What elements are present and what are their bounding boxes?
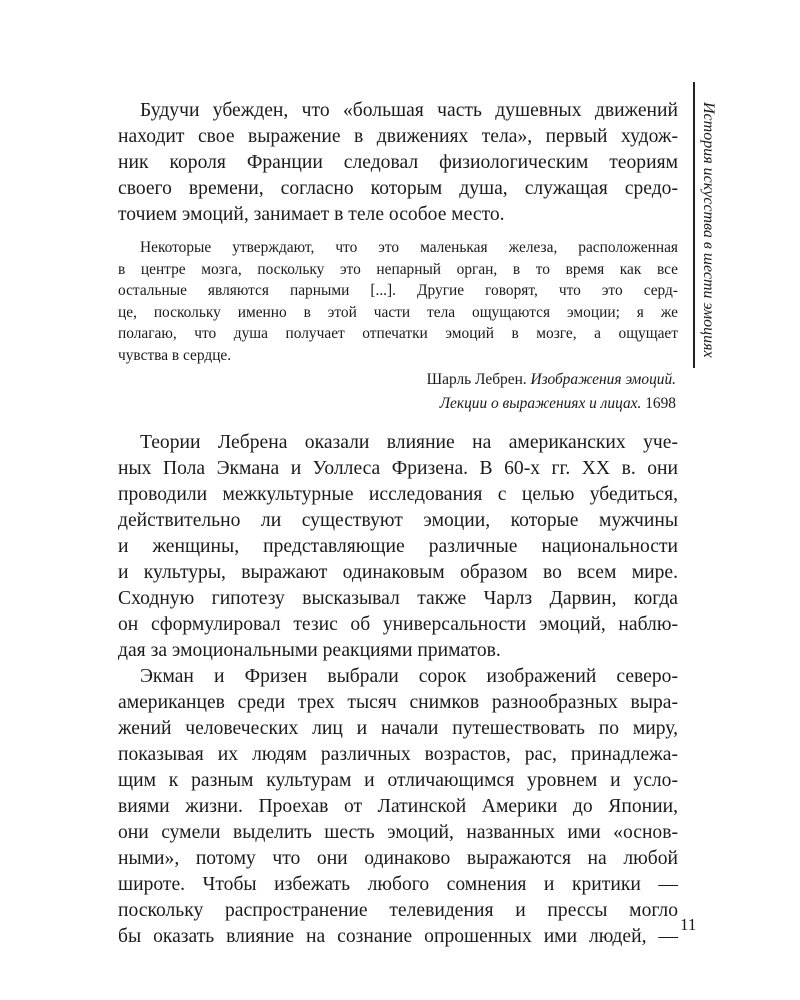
attribution-line-1 (118, 368, 676, 392)
quote-line: в центре мозга, поскольку это непарный орган, в то время как все (118, 260, 678, 278)
paragraph-line: и культуры, выражают одинаковым образом во всем мире. (118, 562, 678, 583)
block-quote (118, 237, 678, 366)
paragraph-line: виями жизни. Проехав от Латинской Америки до Японии, (118, 796, 678, 817)
paragraph-line: Будучи убежден, что «большая часть душевных движений (140, 100, 678, 121)
paragraph-line: щим к разным культурам и отличающимся уровнем и усло- (118, 770, 678, 791)
attribution-year: 1698 (645, 395, 676, 412)
quote-line: це, поскольку именно в этой части тела ощущаются эмоции; я же (118, 303, 678, 321)
paragraph-line: он сформулировал тезис об универсальности эмоций, наблю- (118, 614, 678, 635)
attribution-author: Шарль Лебрен. (426, 371, 527, 388)
quote-line: Некоторые утверждают, что это маленькая железа, расположенная (140, 239, 678, 256)
paragraph-line: своего времени, согласно которым душа, служащая средо- (118, 178, 678, 199)
paragraph-line: Экман и Фризен выбрали сорок изображений северо- (140, 666, 678, 687)
quote-line: полагаю, что душа получает отпечатки эмоций в мозге, а ощущает (118, 325, 678, 342)
paragraph-line: показывая их людям различных возрастов, рас, принадлежа- (118, 744, 678, 765)
quote-line: чувства в сердце. (118, 346, 232, 364)
paragraph-line: американцев среди трех тысяч снимков разнообразных выра- (118, 692, 678, 713)
paragraph-2 (118, 430, 678, 664)
paragraph-line: ных Пола Экмана и Уоллеса Фризена. В 60-х гг. XX в. они (118, 458, 678, 479)
paragraph-line: поскольку распространение телевидения и прессы могло (118, 900, 678, 921)
running-head: История искусства в шести эмоциях (700, 102, 717, 358)
paragraph-line: находит свое выражение в движениях тела», первый худож- (118, 126, 678, 147)
paragraph-line: ными», потому что они одинаково выражаются на любой (118, 848, 678, 869)
paragraph-line: дая за эмоциональными реакциями приматов. (118, 640, 501, 661)
paragraph-line: широте. Чтобы избежать любого сомнения и критики — (118, 874, 678, 895)
quote-attribution (118, 368, 676, 416)
paragraph-line: жений человеческих лиц и начали путешествовать по миру, (118, 718, 678, 739)
quote-line: остальные являются парными [...]. Другие говорят, что это серд- (118, 282, 678, 299)
attribution-line-2 (118, 392, 676, 416)
attribution-work-2: Лекции о выражениях и лицах. (439, 395, 642, 412)
paragraph-line: они сумели выделить шесть эмоций, названных ими «основ- (118, 822, 678, 843)
paragraph-line: точием эмоций, занимает в теле особое место. (118, 204, 505, 225)
paragraph-line: Теории Лебрена оказали влияние на американских уче- (140, 432, 678, 453)
paragraph-line: бы оказать влияние на сознание опрошенных ими людей, — (118, 926, 678, 947)
paragraph-line: и женщины, представляющие различные национальности (118, 536, 678, 557)
paragraph-3 (118, 664, 678, 950)
attribution-work-1: Изображения эмоций. (530, 371, 676, 388)
paragraph-line: проводили межкультурные исследования с целью убедиться, (118, 484, 678, 505)
paragraph-line: ник короля Франции следовал физиологическим теориям (118, 152, 678, 173)
page-number: 11 (680, 915, 697, 934)
paragraph-line: действительно ли существуют эмоции, которые мужчины (118, 510, 678, 531)
paragraph-line: Сходную гипотезу высказывал также Чарлз Дарвин, когда (118, 588, 678, 609)
paragraph-1 (118, 98, 678, 228)
